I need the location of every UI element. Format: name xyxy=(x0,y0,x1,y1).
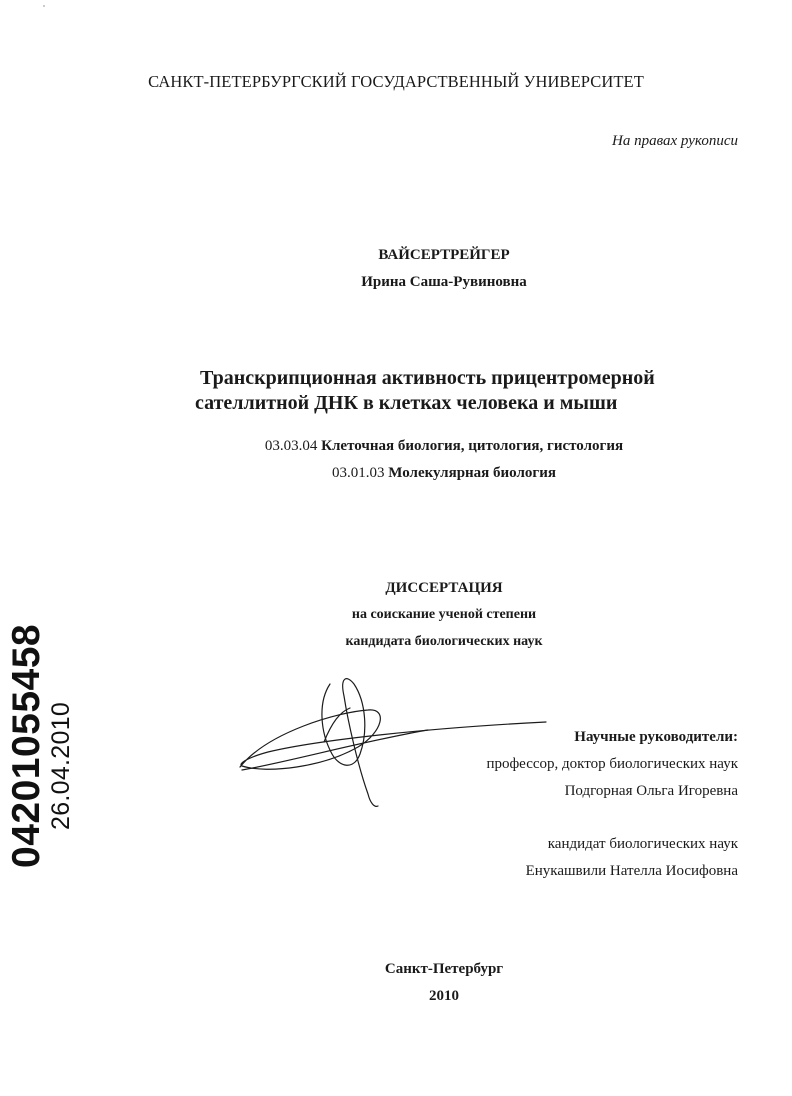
scan-speck xyxy=(43,5,45,7)
thesis-title-line-1: Транскрипционная активность прицентромерной xyxy=(200,367,655,389)
dissertation-purpose: на соискание ученой степени xyxy=(351,607,537,622)
supervisor-2-name: Енукашвили Нателла Иосифовна xyxy=(525,863,738,879)
library-stamp-date: 26.04.2010 xyxy=(47,701,75,830)
manuscript-note: На правах рукописи xyxy=(612,133,738,149)
handwritten-signature xyxy=(228,662,548,812)
specialty-2 xyxy=(0,465,792,482)
supervisors-heading: Научные руководители: xyxy=(574,729,738,745)
specialty-name: Клеточная биология, цитология, гистология xyxy=(321,438,624,454)
specialty-1 xyxy=(0,438,792,455)
dissertation-degree: кандидата биологических наук xyxy=(345,634,543,649)
thesis-title-line-2: сателлитной ДНК в клетках человека и мыши xyxy=(195,392,618,414)
university-name: САНКТ-ПЕТЕРБУРГСКИЙ ГОСУДАРСТВЕННЫЙ УНИВЕРСИТЕТ xyxy=(148,72,644,91)
supervisor-1-degree: профессор, доктор биологических наук xyxy=(486,756,738,772)
specialty-code: 03.03.04 xyxy=(264,438,318,454)
specialty-name: Молекулярная биология xyxy=(388,465,556,481)
year: 2010 xyxy=(429,988,459,1004)
author-surname: ВАЙСЕРТРЕЙГЕР xyxy=(378,247,510,263)
author-name: Ирина Саша-Рувиновна xyxy=(361,274,527,290)
supervisor-2-degree: кандидат биологических наук xyxy=(547,836,738,852)
city: Санкт-Петербург xyxy=(384,961,504,977)
library-stamp-number: 04201055458 xyxy=(5,623,48,868)
dissertation-heading: ДИССЕРТАЦИЯ xyxy=(385,580,503,596)
supervisor-1-name: Подгорная Ольга Игоревна xyxy=(564,783,738,799)
specialty-code: 03.01.03 xyxy=(332,465,385,481)
